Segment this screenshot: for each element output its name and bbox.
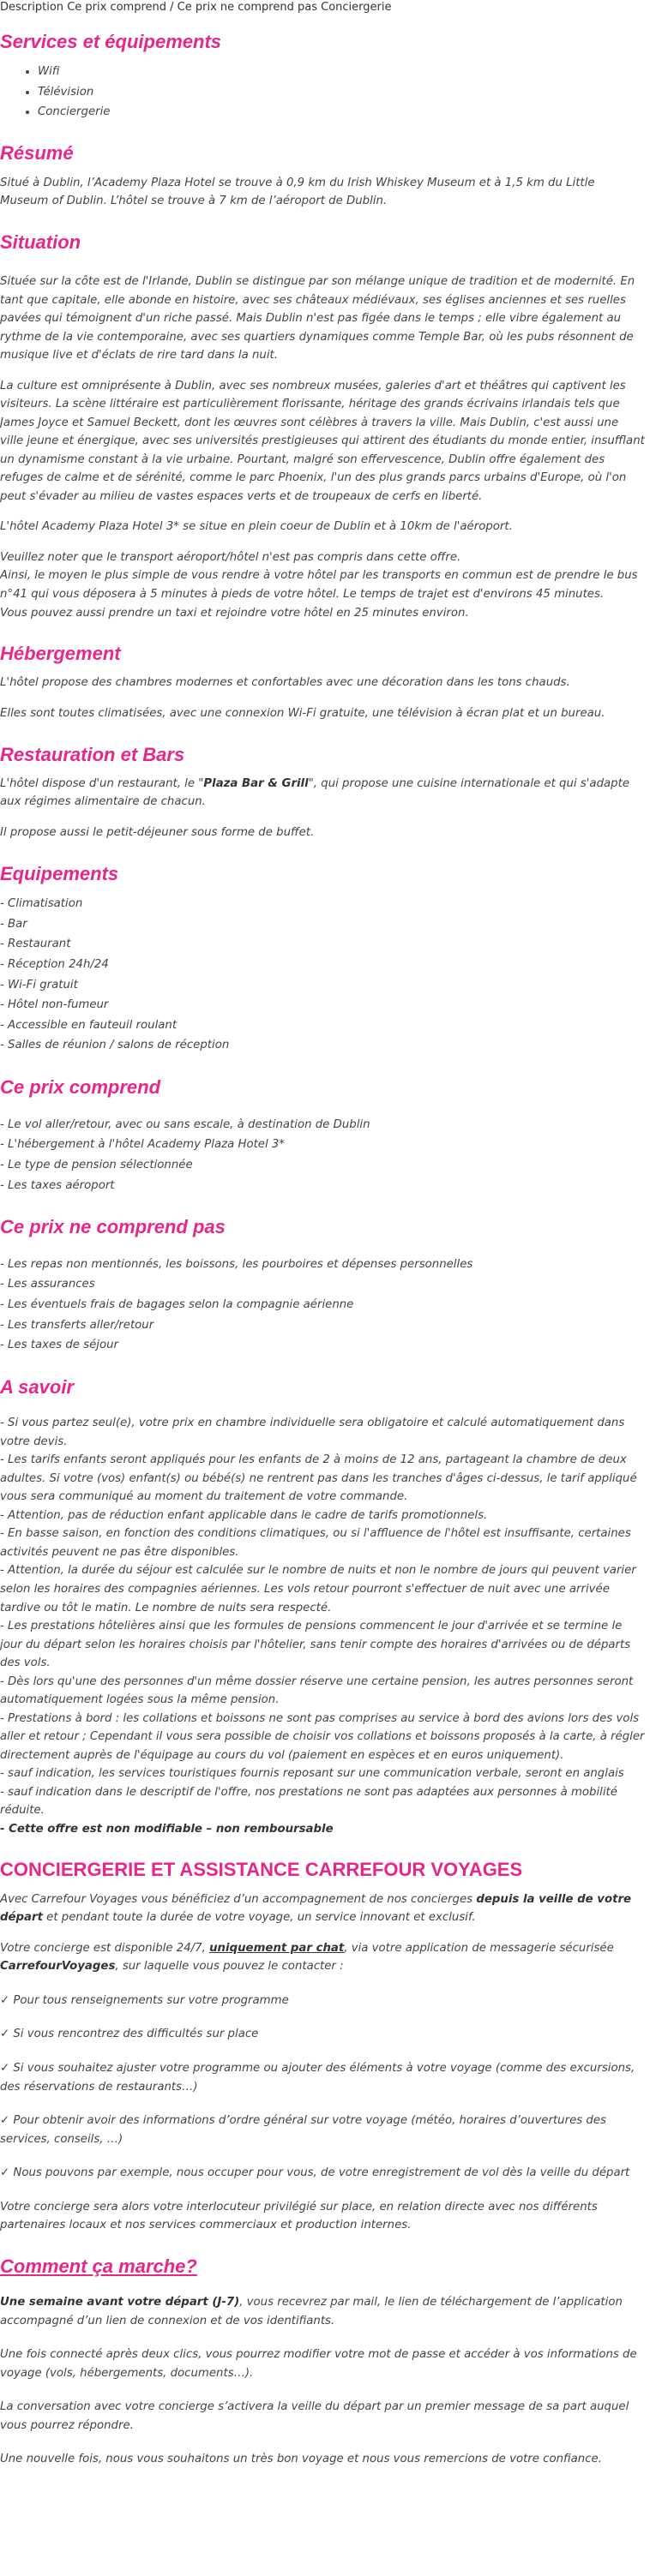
check-item: ✓ Nous pouvons par exemple, nous occuper pour vous, de votre enregistrement de vol dès la veille du départ bbox=[0, 2166, 630, 2180]
breadcrumb bbox=[0, 0, 645, 14]
list-item: - Les assurances bbox=[0, 1278, 95, 1291]
list-item: • Télévision bbox=[38, 82, 645, 102]
list-item: - Attention, la durée du séjour est calculée sur le nombre de nuits et non le nombre de jours qui peuvent varier selon les horaires des compagnies aériennes. Les vols retour pourront s'effectuer de nuit avec une arrivée tardive ou tôt le matin. Le nombre de nuits sera respecté. bbox=[0, 1564, 636, 1614]
restauration-paragraph-2: Il propose aussi le petit-déjeuner sous forme de buffet. bbox=[0, 825, 315, 839]
list-item: - Attention, pas de réduction enfant applicable dans le cadre de tarifs promotionnels. bbox=[0, 1508, 488, 1522]
list-item: - Les prestations hôtelières ainsi que les formules de pensions commencent le jour d'arrivée et se termine le jour du départ selon les horaires choisis par l'hôtelier, sans tenir compte des horaires d'arrivées ou de départs des vols. bbox=[0, 1620, 631, 1670]
comment-paragraph-3: La conversation avec votre concierge s’activera la veille du départ par un premier message de sa part auquel vous pourrez répondre. bbox=[0, 2400, 629, 2432]
chat-link[interactable]: uniquement par chat bbox=[209, 1941, 345, 1955]
resume-text: Situé à Dublin, l’Academy Plaza Hotel se trouve à 0,9 km du Irish Whiskey Museum et à 1,5 km du Little Museum of Dublin. L’hôtel se trouve à 7 km de l’aéroport de Dublin. bbox=[0, 176, 595, 208]
list-item: - Si vous partez seul(e), votre prix en chambre individuelle sera obligatoire et calculé automatiquement dans votre devis. bbox=[0, 1417, 625, 1448]
concierge-title: CONCIERGERIE ET ASSISTANCE CARREFOUR VOYAGES bbox=[0, 1859, 523, 1881]
text-segment: , sur laquelle vous pouvez le contacter : bbox=[115, 1960, 344, 1974]
list-item: - Le type de pension sélectionnée bbox=[0, 1158, 193, 1171]
list-item: - Prestations à bord : les collations et boissons ne sont pas comprises au service à bord des avions lors des vols aller et retour ; Cependant il vous sera possible de choisir vos collations et boissons proposés à la carte, à régler directement auprès de l'équipage au cours du vol (paiement en espèces et en euros uniquement). bbox=[0, 1711, 645, 1762]
check-item: ✓ Si vous souhaitez ajuster votre programme ou ajouter des éléments à votre voyage (comme des excursions, des réservations de restaurants…) bbox=[0, 2062, 635, 2094]
list-item: - En basse saison, en fonction des conditions climatiques, ou si l'affluence de l'hôtel est insuffisante, certaines activités peuvent ne pas être disponibles. bbox=[0, 1527, 631, 1559]
comment-title: Comment ça marche? bbox=[0, 2255, 197, 2277]
equipements-list bbox=[0, 894, 645, 1056]
comment-paragraph-2: Une fois connecté après deux clics, vous pourrez modifier votre mot de passe et accéder à vos informations de voyage (vols, hébergements, documents…). bbox=[0, 2348, 637, 2380]
list-item: - Les tarifs enfants seront appliqués pour les enfants de 2 à moins de 12 ans, partageant la chambre de deux adultes. Si votre (vos) enfant(s) ou bébé(s) ne rentrent pas dans les tranches d'âges ci-dessus, le tarif appliqué vous sera communiqué au moment du traitement de votre commande. bbox=[0, 1453, 637, 1504]
text-segment: et pendant toute la durée de votre voyage, un service innovant et exclusif. bbox=[42, 1911, 476, 1925]
list-item: - Bar bbox=[0, 917, 27, 931]
list-item: - Les repas non mentionnés, les boissons, les pourboires et dépenses personnelles bbox=[0, 1257, 473, 1271]
list-item: • Wifi bbox=[38, 62, 645, 81]
list-item: - Accessible en fauteuil roulant bbox=[0, 1018, 178, 1032]
text-segment: Votre concierge est disponible 24/7, bbox=[0, 1941, 210, 1955]
restauration-title: Restauration et Bars bbox=[0, 743, 185, 765]
hebergement-paragraph-2: Elles sont toutes climatisées, avec une connexion Wi-Fi gratuite, une télévision à écran plat et un bureau. bbox=[0, 706, 605, 720]
text-segment: ", qui propose une cuisine internationale et qui s'adapte aux régimes alimentaire de chacun. bbox=[0, 776, 629, 809]
comment-paragraph-4: Une nouvelle fois, nous vous souhaitons un très bon voyage et nous vous remercions de votre confiance. bbox=[0, 2453, 602, 2466]
comprend-list bbox=[0, 1115, 645, 1196]
app-name: CarrefourVoyages bbox=[0, 1960, 116, 1974]
situation-paragraph-1: Située sur la côte est de l'Irlande, Dublin se distingue par son mélange unique de tradition et de modernité. En tant que capitale, elle abonde en histoire, avec ses châteaux médiévaux, ses églises anciennes et ses ruelles pavées qui témoignent d'un riche passé. Mais Dublin n'est pas figée dans le temps ; elle vibre également au rythme de la vie contemporaine, avec ses quartiers dynamiques comme Temple Bar, où les pubs résonnent de musique live et d'éclats de rire tard dans la nuit. bbox=[0, 275, 635, 362]
list-item: - Les éventuels frais de bagages selon la compagnie aérienne bbox=[0, 1297, 354, 1311]
list-item: • Conciergerie bbox=[38, 102, 645, 122]
text-bold: depuis la veille de votre départ bbox=[0, 1892, 632, 1925]
list-item: - Le vol aller/retour, avec ou sans escale, à destination de Dublin bbox=[0, 1117, 370, 1131]
text-bold: Une semaine avant votre départ (J-7) bbox=[0, 2296, 240, 2309]
text-segment: L'hôtel dispose d'un restaurant, le " bbox=[0, 776, 204, 790]
list-item: - sauf indication dans le descriptif de l'offre, nos prestations ne sont pas adaptées aux personnes à mobilité réduite. bbox=[0, 1785, 617, 1818]
list-item: - Hôtel non-fumeur bbox=[0, 998, 109, 1012]
non-refundable-notice: - Cette offre est non modifiable – non remboursable bbox=[0, 1822, 334, 1836]
restauration-paragraph-1 bbox=[0, 775, 645, 812]
concierge-paragraph-2 bbox=[0, 1939, 645, 1976]
restaurant-name: Plaza Bar & Grill bbox=[203, 776, 309, 790]
situation-paragraph-3: L'hôtel Academy Plaza Hotel 3* se situe en plein coeur de Dublin et à 10km de l'aéroport. bbox=[0, 520, 513, 534]
check-item: ✓ Pour obtenir avoir des informations d’ordre général sur votre voyage (météo, horaires d’ouvertures des services, conseils, …) bbox=[0, 2114, 606, 2146]
comment-paragraph-1 bbox=[0, 2293, 645, 2330]
hebergement-title: Hébergement bbox=[0, 643, 121, 665]
list-item: - Climatisation bbox=[0, 896, 83, 910]
transport-line: Vous pouvez aussi prendre un taxi et rejoindre votre hôtel en 25 minutes environ. bbox=[0, 606, 469, 620]
text-segment: , vous recevrez par mail, le lien de téléchargement de l’application accompagné d’un lien de connexion et de vos identifiants. bbox=[0, 2296, 623, 2327]
concierge-paragraph-3: Votre concierge sera alors votre interlocuteur privilégié sur place, en relation directe avec nos différents partenaires locaux et nos services commerciaux et production internes. bbox=[0, 2200, 598, 2232]
tab-conciergerie[interactable]: Conciergerie bbox=[321, 1, 392, 14]
situation-title: Situation bbox=[0, 231, 81, 253]
breadcrumb-separator: / bbox=[170, 1, 174, 14]
ne-comprend-title: Ce prix ne comprend pas bbox=[0, 1216, 226, 1238]
list-item: - Les transferts aller/retour bbox=[0, 1318, 154, 1332]
list-item: - Wi-Fi gratuit bbox=[0, 978, 78, 991]
transport-line: Ainsi, le moyen le plus simple de vous rendre à votre hôtel par les transports en commun est de prendre le bus n°41 qui vous déposera à 5 minutes à pieds de votre hôtel. Le temps de trajet est d'environs 45 minutes. bbox=[0, 569, 638, 601]
list-item: - Réception 24h/24 bbox=[0, 957, 109, 971]
tab-description[interactable]: Description bbox=[0, 1, 64, 14]
services-title: Services et équipements bbox=[0, 31, 222, 52]
list-item: - Les taxes de séjour bbox=[0, 1339, 119, 1352]
a-savoir-list bbox=[0, 1414, 645, 1838]
situation-paragraph-2: La culture est omniprésente à Dublin, avec ses nombreux musées, galeries d'art et théâtres qui captivent les visiteurs. La scène littéraire est particulièrement florissante, héritage des grands écrivains irlandais tels que James Joyce et Samuel Beckett, dont les œuvres sont célèbres à travers la ville. Mais Dublin, c'est aussi une ville jeune et énergique, avec ses universités prestigieuses qui attirent des étudiants du monde entier, insufflant un dynamisme constant à la vie urbaine. Pourtant, malgré son effervescence, Dublin offre également des refuges de calme et de sérénité, comme le parc Phoenix, l'un des plus grands parcs urbains d'Europe, où l'on peut s'évader au milieu de vastes espaces verts et de troupeaux de cerfs en liberté. bbox=[0, 379, 645, 503]
ne-comprend-list bbox=[0, 1255, 645, 1356]
list-item: - Restaurant bbox=[0, 938, 71, 951]
comprend-title: Ce prix comprend bbox=[0, 1076, 161, 1099]
tab-incl[interactable]: Ce prix comprend bbox=[67, 1, 166, 14]
list-item: - L'hébergement à l'hôtel Academy Plaza Hotel 3* bbox=[0, 1138, 286, 1152]
list-item: - Dès lors qu'une des personnes d'un même dossier réserve une certaine pension, les autres personnes seront automatiquement logées sous la même pension. bbox=[0, 1674, 634, 1707]
text-segment: Avec Carrefour Voyages vous bénéficiez d’un accompagnement de nos concierges bbox=[0, 1892, 477, 1906]
equipements-title: Equipements bbox=[0, 862, 119, 884]
transport-line: Veuillez noter que le transport aéroport/hôtel n'est pas compris dans cette offre. bbox=[0, 550, 461, 564]
text-segment: , via votre application de messagerie sécurisée bbox=[344, 1941, 614, 1955]
services-list bbox=[0, 62, 645, 122]
list-item: - Salles de réunion / salons de réception bbox=[0, 1039, 230, 1052]
check-item: ✓ Si vous rencontrez des difficultés sur place bbox=[0, 2028, 259, 2041]
list-item: - sauf indication, les services touristiques fournis reposant sur une communication verbale, seront en anglais bbox=[0, 1767, 624, 1781]
check-item: ✓ Pour tous renseignements sur votre programme bbox=[0, 1993, 289, 2007]
a-savoir-title: A savoir bbox=[0, 1375, 75, 1398]
situation-transport bbox=[0, 548, 645, 622]
list-item: - Les taxes aéroport bbox=[0, 1178, 115, 1192]
tab-excl[interactable]: Ce prix ne comprend pas bbox=[177, 1, 317, 14]
concierge-paragraph-1 bbox=[0, 1890, 645, 1927]
resume-title: Résumé bbox=[0, 142, 74, 165]
hebergement-paragraph-1: L'hôtel propose des chambres modernes et confortables avec une décoration dans les tons chauds. bbox=[0, 676, 570, 690]
